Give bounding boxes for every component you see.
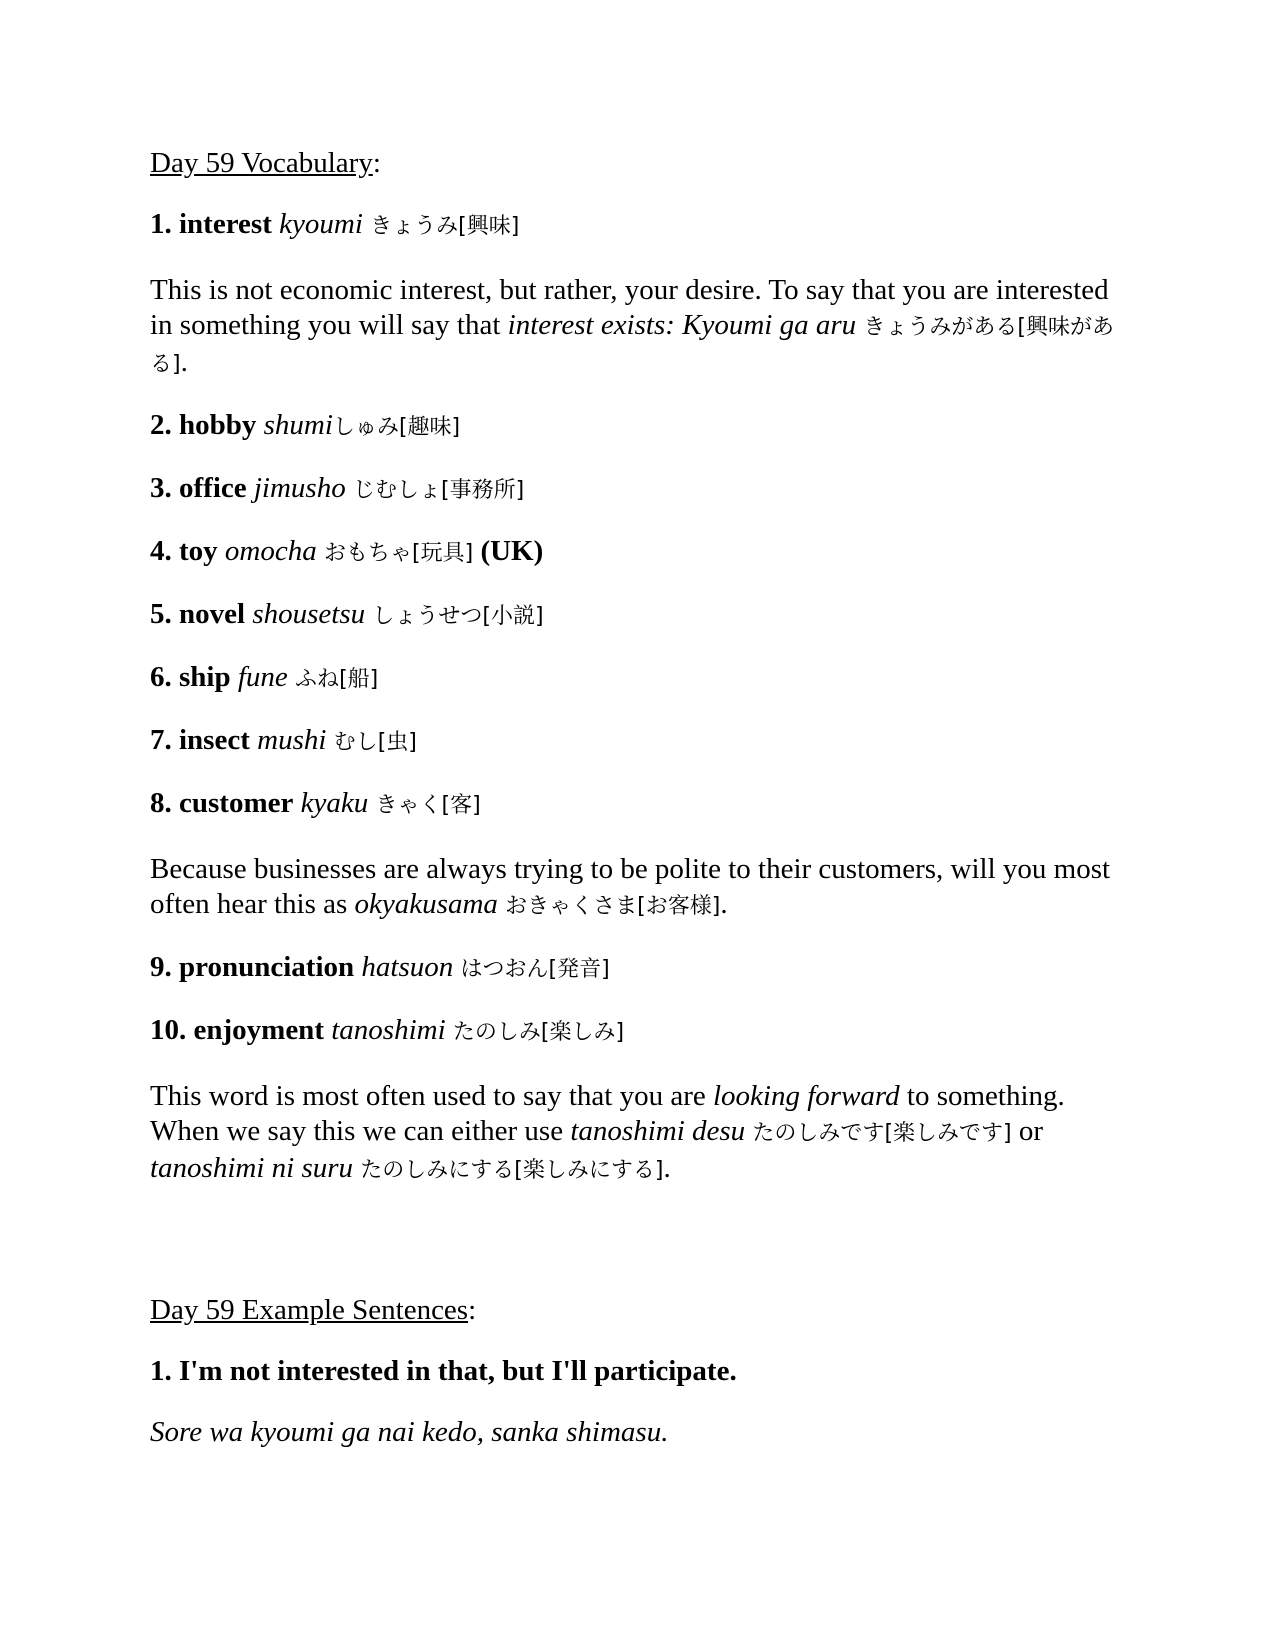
vocab-item-2	[150, 408, 1120, 445]
vocab-num: 8.	[150, 787, 172, 819]
vocab-kana: たのしみ	[452, 1020, 541, 1045]
vocab-kana: おもちゃ	[324, 541, 413, 566]
vocab-item-7	[150, 723, 1120, 760]
document-page	[150, 146, 1120, 1450]
vocab-num: 9.	[150, 951, 172, 983]
vocab-english: toy	[179, 535, 218, 567]
vocab-item-10	[150, 1013, 1120, 1050]
vocab-num: 7.	[150, 724, 172, 756]
vocab-num: 6.	[150, 661, 172, 693]
vocab-english: ship	[179, 661, 231, 693]
vocab-kana: ふね	[295, 667, 340, 692]
vocab-romaji: shousetsu	[252, 598, 366, 630]
vocab-romaji: kyaku	[300, 787, 369, 819]
vocab-romaji: fune	[237, 661, 288, 693]
example-romaji: Sore wa kyoumi ga nai kedo, sanka shimasu.	[150, 1416, 669, 1448]
vocab-kana: しょうせつ	[372, 604, 483, 629]
vocab-item-1	[150, 207, 1120, 244]
vocab-romaji: omocha	[224, 535, 317, 567]
vocab-kanji: [楽しみ]	[540, 1020, 625, 1045]
note-interest: This is not economic interest, but rather, your desire. To say that you are interested in something you will say that interest exists: Kyoumi ga aru きょうみがある[興味がある].	[150, 274, 1115, 378]
vocab-kanji: [発音]	[548, 957, 610, 982]
vocab-kanji: [興味]	[458, 214, 520, 239]
vocab-english: interest	[179, 208, 272, 240]
vocab-num: 10.	[150, 1014, 187, 1046]
note-enjoyment: This word is most often used to say that you are looking forward to something. When we say this we can either use tanoshimi desu たのしみです[楽しみです] or tanoshimi ni suru たのしみにする[楽しみにする].	[150, 1080, 1065, 1184]
example-english: I'm not interested in that, but I'll participate.	[179, 1355, 737, 1387]
vocab-kanji: [玩具]	[412, 541, 474, 566]
vocab-item-4	[150, 534, 1120, 571]
vocab-english: pronunciation	[179, 951, 355, 983]
vocab-kana: しゅみ	[332, 415, 399, 440]
vocab-romaji: hatsuon	[361, 951, 454, 983]
vocab-kanji: [事務所]	[440, 478, 525, 503]
vocab-item-3	[150, 471, 1120, 508]
vocab-kanji: [客]	[441, 793, 481, 818]
vocab-kana: きょうみ	[370, 214, 459, 239]
vocab-romaji: jimusho	[253, 472, 346, 504]
vocab-english: office	[179, 472, 247, 504]
vocab-heading-colon: :	[372, 147, 381, 179]
vocab-kana: むし	[333, 730, 378, 755]
vocab-english: customer	[179, 787, 294, 819]
vocab-heading	[150, 146, 1120, 181]
vocab-english: insect	[179, 724, 250, 756]
vocab-item-5	[150, 597, 1120, 634]
vocab-romaji: mushi	[257, 724, 327, 756]
vocab-num: 1.	[150, 208, 172, 240]
note-customer: Because businesses are always trying to be polite to their customers, will you most often hear this as okyakusama おきゃくさま[お客様].	[150, 853, 1111, 920]
vocab-romaji: kyoumi	[279, 208, 363, 240]
vocab-kanji: [船]	[339, 667, 379, 692]
example-num: 1.	[150, 1355, 172, 1387]
vocab-num: 5.	[150, 598, 172, 630]
vocab-kana: じむしょ	[352, 478, 441, 503]
vocab-english: novel	[179, 598, 246, 630]
examples-heading-title: Day 59 Example Sentences	[150, 1294, 469, 1326]
vocab-num: 4.	[150, 535, 172, 567]
vocab-num: 3.	[150, 472, 172, 504]
vocab-kanji: [小説]	[482, 604, 544, 629]
example-romaji-1	[150, 1415, 1120, 1450]
vocab-romaji: shumi	[263, 409, 333, 441]
vocab-romaji: tanoshimi	[331, 1014, 446, 1046]
vocab-kana: はつおん	[460, 957, 549, 982]
examples-heading	[150, 1293, 1120, 1328]
vocab-kanji: [趣味]	[398, 415, 461, 440]
vocab-kanji: [虫]	[377, 730, 417, 755]
vocab-item-6	[150, 660, 1120, 697]
examples-heading-colon: :	[468, 1294, 477, 1326]
vocab-region-tag: (UK)	[480, 535, 544, 567]
vocab-english: hobby	[179, 409, 257, 441]
vocab-heading-title: Day 59 Vocabulary	[150, 147, 373, 179]
vocab-num: 2.	[150, 409, 172, 441]
vocab-item-8	[150, 786, 1120, 823]
vocab-english: enjoyment	[193, 1014, 324, 1046]
vocab-kana: きゃく	[375, 793, 442, 818]
example-sentence-1	[150, 1354, 1120, 1389]
vocab-item-9	[150, 950, 1120, 987]
